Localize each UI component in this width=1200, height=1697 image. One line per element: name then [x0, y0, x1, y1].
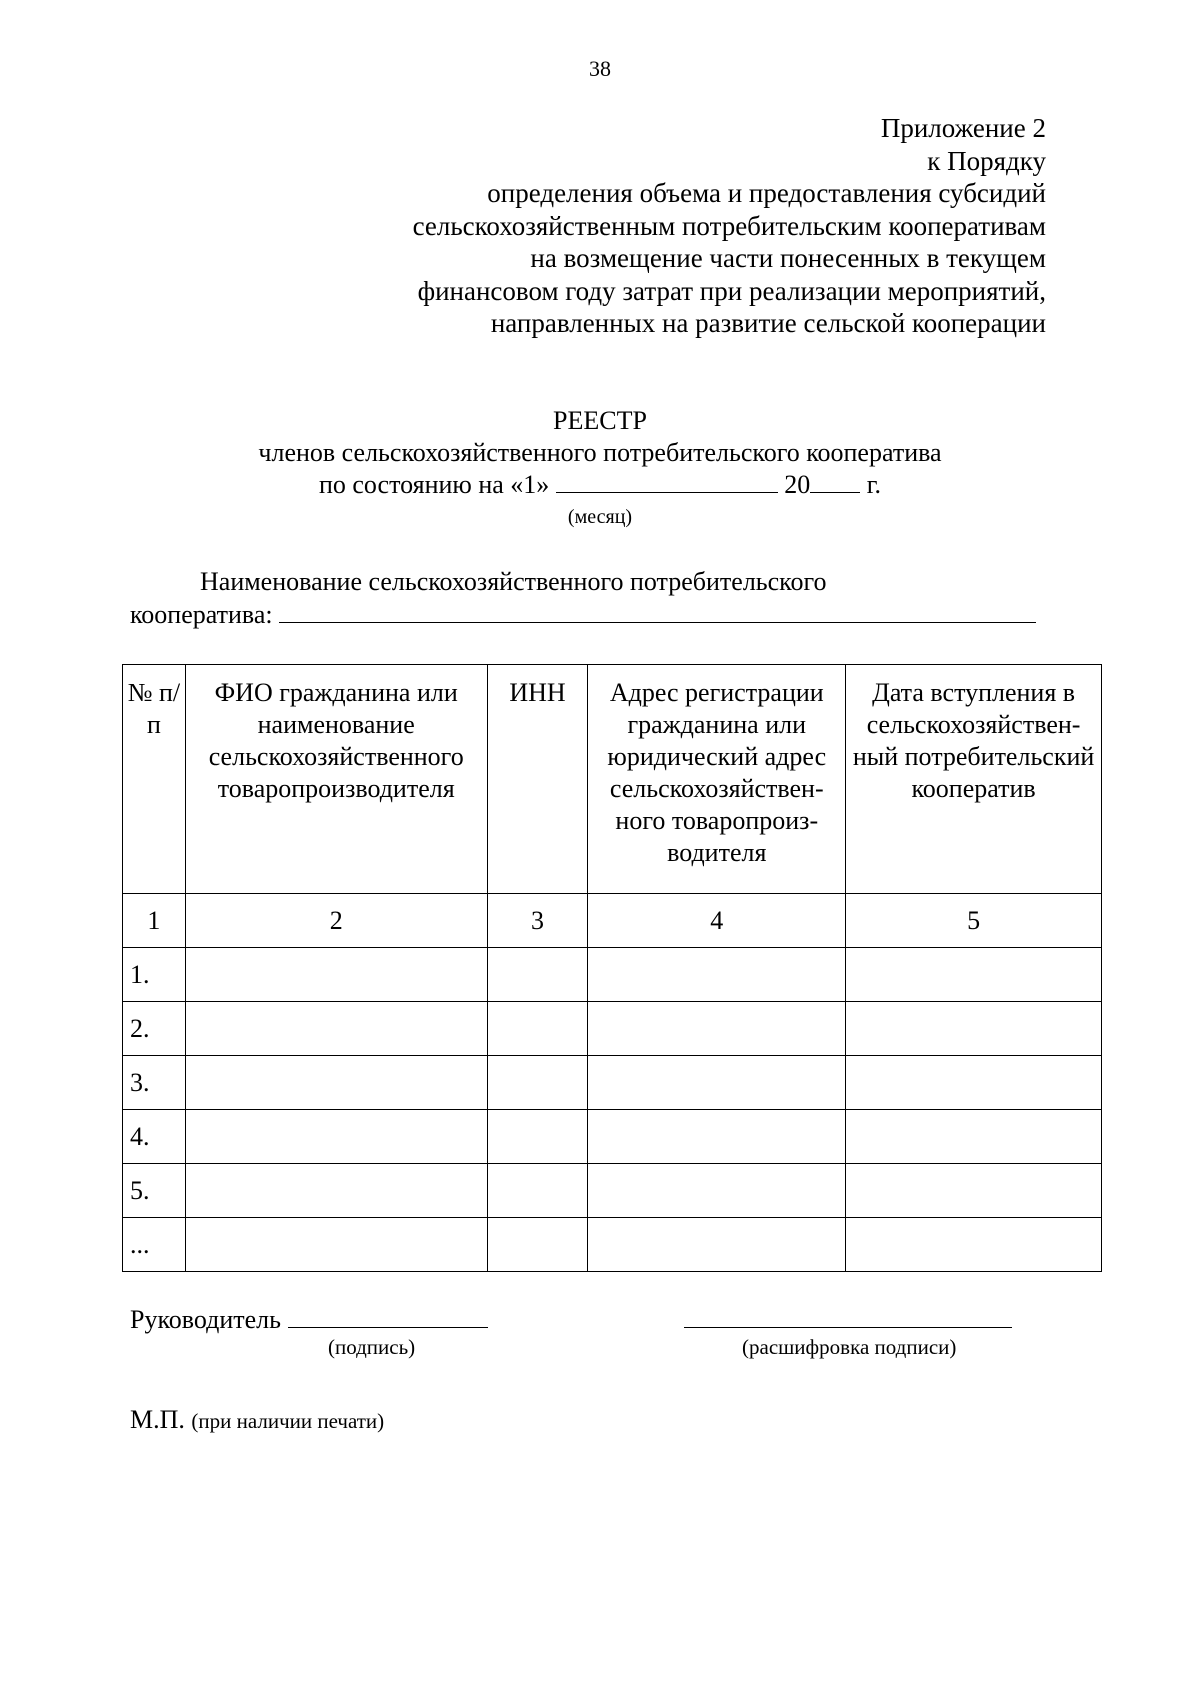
header-join-date: Дата вступления в сельскохозяйствен-ный потребительский кооператив: [846, 665, 1102, 894]
inn-cell[interactable]: [487, 1110, 588, 1164]
join-date-cell[interactable]: [846, 1110, 1102, 1164]
table-header-row: [123, 665, 1102, 894]
inn-cell[interactable]: [487, 1056, 588, 1110]
address-cell[interactable]: [588, 1110, 846, 1164]
address-cell[interactable]: [588, 1056, 846, 1110]
month-field[interactable]: [556, 472, 778, 493]
name-cell[interactable]: [185, 1056, 487, 1110]
address-cell[interactable]: [588, 1218, 846, 1272]
organization-label-line2: кооператива:: [130, 600, 273, 629]
month-caption: (месяц): [567, 506, 633, 528]
appendix-line: определения объема и предоставления субсидий: [487, 178, 1046, 208]
join-date-cell[interactable]: [846, 948, 1102, 1002]
year-suffix: г.: [866, 470, 882, 499]
row-number: 3.: [123, 1056, 186, 1110]
join-date-cell[interactable]: [846, 1002, 1102, 1056]
appendix-header: [413, 112, 1046, 340]
registry-date-line: [0, 469, 1200, 501]
column-number: 1: [123, 894, 186, 948]
column-number: 5: [846, 894, 1102, 948]
registry-title-block: [0, 405, 1200, 533]
registry-table: [122, 664, 1102, 1272]
inn-cell[interactable]: [487, 948, 588, 1002]
table-row: [123, 1164, 1102, 1218]
join-date-cell[interactable]: [846, 1218, 1102, 1272]
registry-heading: РЕЕСТР: [553, 406, 647, 435]
organization-name-field[interactable]: [279, 598, 1036, 623]
appendix-line: направленных на развитие сельской кооперации: [490, 308, 1046, 338]
signature-field[interactable]: [288, 1305, 488, 1328]
column-number-row: [123, 894, 1102, 948]
table-row: [123, 948, 1102, 1002]
stamp-block: [130, 1405, 384, 1435]
organization-name-block: [130, 566, 1036, 631]
name-cell[interactable]: [185, 948, 487, 1002]
appendix-line: Приложение 2: [880, 113, 1046, 143]
year-field[interactable]: [810, 472, 860, 493]
address-cell[interactable]: [588, 1164, 846, 1218]
stamp-label: М.П.: [130, 1405, 185, 1434]
name-cell[interactable]: [185, 1002, 487, 1056]
join-date-cell[interactable]: [846, 1056, 1102, 1110]
header-address: Адрес регистрации гражданина или юридический адрес сельскохозяйствен-ного товаропроиз-водителя: [588, 665, 846, 894]
header-inn: ИНН: [487, 665, 588, 894]
registry-subtitle: членов сельскохозяйственного потребительского кооператива: [258, 438, 942, 467]
join-date-cell[interactable]: [846, 1164, 1102, 1218]
address-cell[interactable]: [588, 948, 846, 1002]
row-number: 4.: [123, 1110, 186, 1164]
decryption-caption: (расшифровка подписи): [742, 1335, 957, 1359]
table-row: [123, 1110, 1102, 1164]
name-cell[interactable]: [185, 1110, 487, 1164]
header-number: № п/п: [123, 665, 186, 894]
stamp-note: (при наличии печати): [191, 1409, 385, 1433]
appendix-line: к Порядку: [927, 145, 1046, 176]
table-row: [123, 1218, 1102, 1272]
inn-cell[interactable]: [487, 1218, 588, 1272]
appendix-line: сельскохозяйственным потребительским кооперативам: [412, 210, 1046, 241]
row-number: 1.: [123, 948, 186, 1002]
signature-caption: (подпись): [328, 1335, 416, 1359]
appendix-line: финансовом году затрат при реализации мероприятий,: [417, 275, 1046, 306]
row-number: 2.: [123, 1002, 186, 1056]
inn-cell[interactable]: [487, 1164, 588, 1218]
inn-cell[interactable]: [487, 1002, 588, 1056]
appendix-line: на возмещение части понесенных в текущем: [530, 243, 1046, 273]
table-row: [123, 1056, 1102, 1110]
signature-decryption-field[interactable]: [684, 1305, 1012, 1328]
column-number: 3: [487, 894, 588, 948]
row-number: ...: [123, 1218, 186, 1272]
signature-block: [130, 1305, 1012, 1365]
address-cell[interactable]: [588, 1002, 846, 1056]
header-name: ФИО гражданина или наименование сельскохозяйственного товаропроизводителя: [185, 665, 487, 894]
table-row: [123, 1002, 1102, 1056]
date-prefix: по состоянию на «1»: [318, 470, 550, 499]
year-prefix: 20: [784, 470, 811, 499]
organization-label-line1: Наименование сельскохозяйственного потребительского: [200, 567, 827, 596]
page-number: 38: [589, 56, 611, 81]
head-label: Руководитель: [130, 1305, 281, 1334]
name-cell[interactable]: [185, 1218, 487, 1272]
name-cell[interactable]: [185, 1164, 487, 1218]
column-number: 2: [185, 894, 487, 948]
column-number: 4: [588, 894, 846, 948]
row-number: 5.: [123, 1164, 186, 1218]
